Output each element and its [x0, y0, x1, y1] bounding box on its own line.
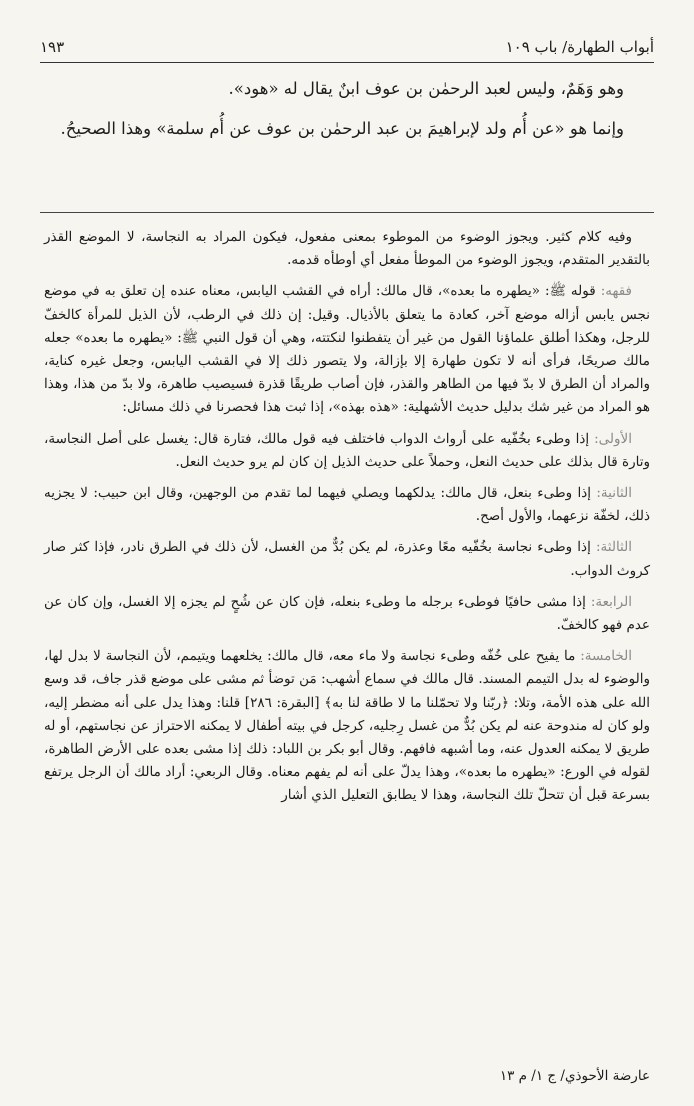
paragraph-text: إذا مشى حافيًا فوطىء برجله ما وطىء بنعله، فإن كان عن شُحٍ لم يجزه إلا الغسل، وإن كان عن عدم فهو كالخفّ.: [44, 593, 650, 634]
paragraph-lead: الثانية:: [596, 485, 632, 502]
paragraph-lead: الرابعة:: [590, 593, 632, 610]
paragraph-text: إذا وطىء بنعل، قال مالك: يدلكهما ويصلي فيهما لما تقدم من الوجهين، وقال ابن حبيب: لا يجزيه ذلك، لخفّة نزعهما، والأول أصح.: [44, 485, 650, 525]
paragraph-lead: الأولى:: [594, 430, 632, 447]
commentary-paragraph: [44, 428, 650, 474]
main-text: [48, 74, 646, 154]
commentary-paragraph: [44, 482, 650, 528]
page-number: ١٩٣: [40, 38, 65, 56]
paragraph-lead: الخامسة:: [580, 648, 632, 665]
paragraph-text: وفيه كلام كثير. ويجوز الوضوء من الموطوء بمعنى مفعول، فيكون المراد به النجاسة، لا الموضع القذر بالتقدير المتقدم، ويجوز الوضوء من الموطأ مفعل أي أوطأه قدمه.: [44, 229, 650, 269]
paragraph-text: قوله ﷺ: «يطهره ما بعده»، قال مالك: أراه في القشب اليابس، معناه عنده إن تعلق به في موضع نجس يابس أزاله موضع آخر، كعادة ما يتعلق بالأذيال. وقيل: إن ذلك في الرطب، لأن الذيل للمرأة كالخفّ للرجل، وهكذا أطلق علماؤنا القول من غير أن يتفطنوا لنكتته، وهي أن قول النبي ﷺ: «يطهره ما بعده» جعله مالك صريحًا، فرأى أنه لا تكون طهارة إلا بإزالة، ولا يتصور ذلك إلا في القشب اليابس، وجعل غيره كناية، والمراد أن الطرق لا بدّ فيها من الطاهر والقذر، فإن أصاب طريقًا قذرة فسيصيب طاهرة، ولا بدّ من هذا، وهذا هو المراد من غير شك بدليل حديث الأشهلية: «هذه بهذه»، إذا ثبت هذا فحصرنا في ذلك مسائل:: [44, 283, 650, 416]
paragraph-text: ما يفيح على خُفّه وطىء نجاسة ولا ماء معه، قال مالك: يخلعهما ويتيمم، لأن النجاسة لا بدل لها، والوضوء له بدل التيمم المسند. قال مالك في سماع أشهب: مَن توضأ ثم مشى على موضع قذر جاف، قد وسع الله على هذه الأمة، وتلا: ﴿ربّنا ولا تحمّلنا ما لا طاقة لنا به﴾ [البقرة: ٢٨٦] قلنا: وهذا يدل على أنه مضطر إليه، ولو كان له مندوحة عنه لم يكن بُدٌّ من غسل رِجليه، كرجل في بيته أطفال لا يمكنه الاحتراز عن نجاستهم، أو له طريق لا يمكنه العدول عنه، وما أشبهه فافهم. وقال أبو بكر بن اللباد: ذلك إذا مشى بعده على الأرض الطاهرة، لقوله في الورع: «يطهره ما بعده»، وهذا يدلّ على أنه لم يفهم معناه. وقال الربعي: أراد مالك أن الرجل يرتفع بسرعة قبل أن تتحلّ تلك النجاسة، وهذا لا يطابق التعليل الذي أشار: [44, 648, 651, 804]
main-paragraph: وإنما هو «عن أُم ولد لإبراهيمَ بن عبد الرحمٰن بن عوف عن أُم سلمة» وهذا الصحيحُ.: [60, 119, 624, 138]
section-divider: [40, 212, 654, 213]
paragraph-text: إذا وطىء بخُفّيه على أرواث الدواب فاختلف فيه قول مالك، فتارة قال: يغسل على أصل النجاسة، وتارة قال بذلك على حديث النعل، وحملاً على حديث الذيل إن كان لم يرو حديث النعل.: [44, 430, 650, 470]
commentary-paragraph: [44, 226, 650, 272]
paragraph-lead: فقهه:: [600, 283, 632, 300]
running-title: أبواب الطهارة/ باب ١٠٩: [505, 38, 654, 56]
paragraph-text: إذا وطىء نجاسة بخُفّيه معًا وعذرة، لم يكن بُدٌّ من الغسل، لأن ذلك في الطرق نادر، فإذا كثر صار كروث الدواب.: [44, 539, 650, 579]
commentary-paragraph: [44, 591, 650, 637]
commentary-paragraph: [44, 645, 650, 807]
header-rule: [40, 62, 654, 63]
commentary-paragraph: [44, 280, 650, 419]
page-footer: عارضة الأحوذي/ ج ١/ م ١٣: [499, 1068, 650, 1084]
commentary-paragraph: [44, 536, 650, 582]
page-header: [40, 38, 654, 60]
main-paragraph: وهو وَهَمٌ، وليس لعبد الرحمٰن بن عوف ابنٌ يقال له «هود».: [228, 79, 624, 98]
commentary-text: [44, 226, 650, 816]
paragraph-lead: الثالثة:: [595, 539, 632, 556]
